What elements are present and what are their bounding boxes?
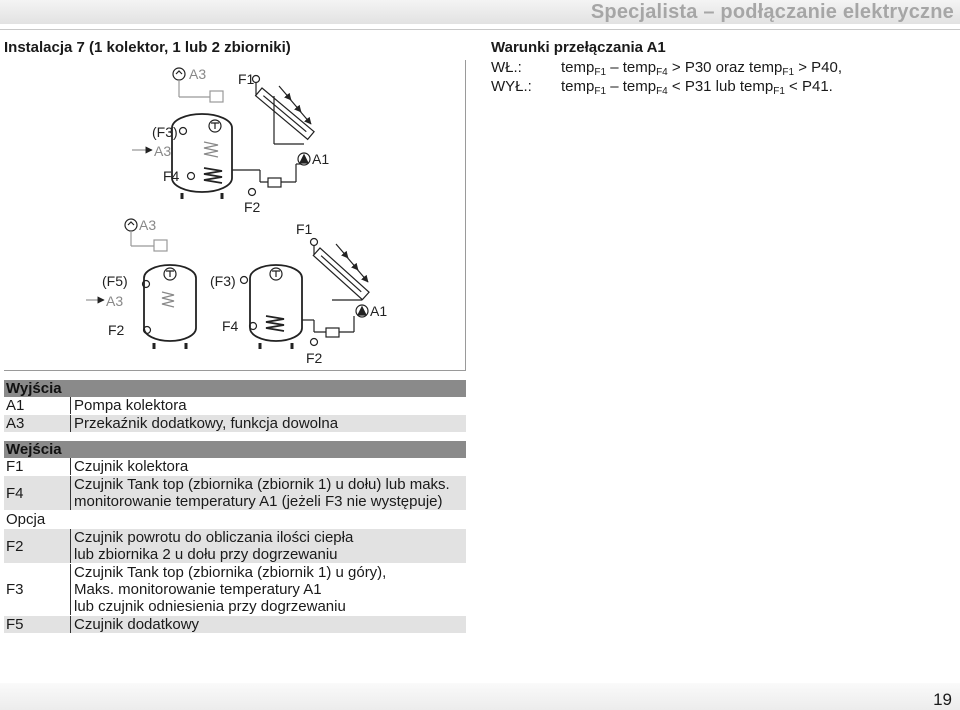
label-top-f4: F4 (163, 168, 180, 184)
table-row: F3 Czujnik Tank top (zbiornika (zbiornik 1) u góry), Maks. monitorowanie temperatury A1 lub czujnik odniesienia przy dogrzewaniu (4, 564, 466, 616)
label-top-a3-inlet: A3 (154, 143, 172, 159)
label-top-a1: A1 (312, 151, 330, 167)
solar-collector-icon (256, 88, 315, 139)
label-top-a3: A3 (189, 66, 207, 82)
page-number: 19 (933, 690, 952, 709)
label-bottom-f1: F1 (296, 221, 313, 237)
condition-on: WŁ.: temp$_{F1}$ – temp$_{F4}$ > P30 oraz temp$_{F1}$ > P40, (491, 59, 843, 78)
outputs-table (4, 380, 466, 433)
header-band (0, 0, 960, 24)
outputs-heading: Wyjścia (4, 380, 466, 397)
table-row: A3 Przekaźnik dodatkowy, funkcja dowolna (4, 415, 466, 433)
hydraulic-diagram (4, 60, 466, 371)
conditions-title: Warunki przełączania A1 (491, 39, 666, 56)
table-row: F5 Czujnik dodatkowy (4, 616, 466, 634)
relay-icon (125, 219, 137, 231)
condition-off: WYŁ.: temp$_{F1}$ – temp$_{F4}$ < P31 lub temp$_{F1}$ < P41. (491, 78, 833, 97)
label-bottom-f5: (F5) (102, 273, 128, 289)
relay-icon (173, 68, 185, 80)
footer-band (0, 683, 960, 710)
label-bottom-a3-inlet: A3 (106, 293, 124, 309)
label-bottom-f3: (F3) (210, 273, 236, 289)
label-bottom-f2-left: F2 (108, 322, 125, 338)
label-top-f3: (F3) (152, 124, 178, 140)
table-row: F2 Czujnik powrotu do obliczania ilości ciepła lub zbiornika 2 u dołu przy dogrzewaniu (4, 529, 466, 564)
label-bottom-a3: A3 (139, 217, 157, 233)
label-bottom-f4: F4 (222, 318, 239, 334)
inputs-table (4, 441, 466, 634)
label-top-f1: F1 (238, 71, 255, 87)
option-label: Opcja (4, 511, 466, 529)
relay-box (154, 240, 167, 251)
relay-box (210, 91, 223, 102)
inputs-heading: Wejścia (4, 441, 466, 458)
storage-tank-icon (172, 114, 232, 192)
label-bottom-a1: A1 (370, 303, 388, 319)
installation-title: Instalacja 7 (1 kolektor, 1 lub 2 zbiorniki) (4, 39, 291, 56)
label-top-f2: F2 (244, 199, 261, 215)
table-row: A1 Pompa kolektora (4, 397, 466, 415)
table-row: F4 Czujnik Tank top (zbiornika (zbiornik 1) u dołu) lub maks. monitorowanie temperatury A1 (jeżeli F3 nie występuje) (4, 476, 466, 511)
label-bottom-f2: F2 (306, 350, 323, 366)
header-divider (0, 29, 960, 30)
diagram-svg (4, 60, 465, 370)
page-title: Specjalista – podłączanie elektryczne (590, 1, 954, 23)
table-row: F1 Czujnik kolektora (4, 458, 466, 476)
